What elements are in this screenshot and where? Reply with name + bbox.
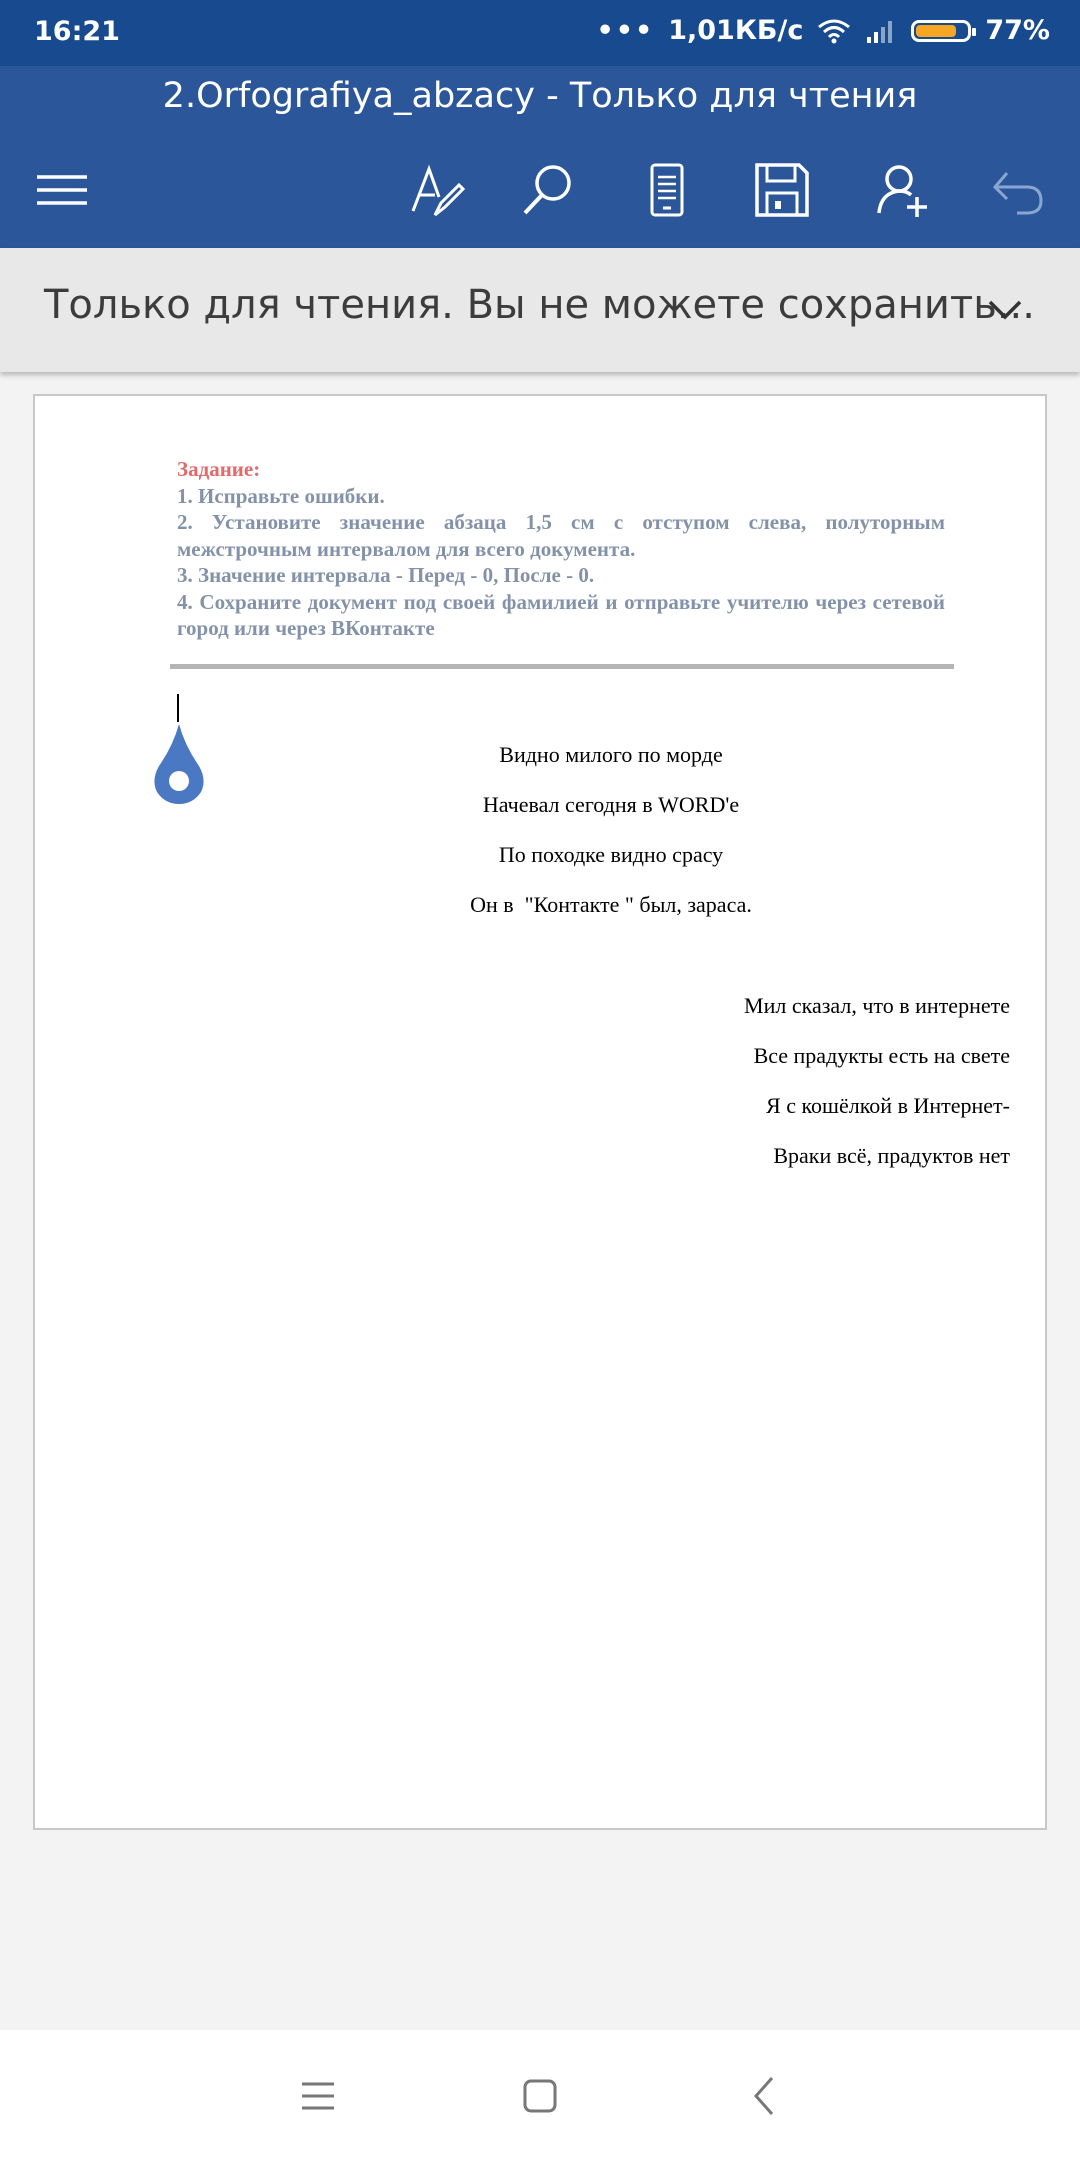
task-item: 3. Значение интервала - Перед - 0, После - 0. — [177, 563, 595, 587]
cursor-handle-icon[interactable] — [151, 722, 207, 806]
status-right — [596, 15, 1050, 46]
task-item: 1. Исправьте ошибки. — [177, 483, 385, 508]
search-button[interactable] — [508, 150, 588, 230]
poem-line: Он в "Контакте " был, зараса. — [470, 892, 752, 917]
status-bar — [0, 0, 1080, 66]
readonly-message: Только для чтения. Вы не можете сохранить... — [44, 282, 1035, 328]
navigation-bar — [0, 2030, 1080, 2160]
search-icon — [517, 159, 579, 221]
battery-icon — [911, 20, 971, 42]
poem-line: Начевал сегодня в WORD'е — [482, 792, 740, 817]
menu-icon — [31, 159, 93, 221]
battery-percent: 77% — [985, 15, 1050, 46]
edit-button[interactable] — [396, 150, 476, 230]
mobile-view-button[interactable] — [627, 150, 707, 230]
poem-line: Мил сказал, что в интернете — [744, 993, 1010, 1018]
chevron-down-icon[interactable] — [980, 284, 1030, 334]
poem-line: Все прадукты есть на свете — [753, 1043, 1010, 1068]
task-item: 2. Установите значение абзаца 1,5 см с отступом слева, полуторным межстрочным интервалом для всего документа. — [177, 510, 945, 561]
readonly-banner[interactable] — [0, 248, 1080, 372]
poem-line: Я с кошёлкой в Интернет- — [766, 1093, 1010, 1118]
undo-button[interactable] — [978, 150, 1058, 230]
poem-line: Видно милого по морде — [499, 742, 723, 767]
network-speed: 1,01КБ/с — [668, 15, 804, 46]
save-button[interactable] — [742, 150, 822, 230]
text-cursor — [177, 694, 179, 722]
task-item: 4. Сохраните документ под своей фамилией и отправьте учителю через сетевой город или через ВКонтакте — [177, 589, 945, 640]
document-page[interactable] — [33, 394, 1047, 1830]
back-icon[interactable] — [736, 2066, 796, 2126]
horizontal-rule — [170, 664, 954, 669]
task-heading: Задание: — [177, 457, 261, 481]
task-block — [177, 456, 945, 642]
recents-menu-icon[interactable] — [288, 2066, 348, 2126]
status-time: 16:21 — [34, 16, 120, 47]
undo-icon — [987, 159, 1049, 221]
share-person-icon — [871, 159, 933, 221]
app-header — [0, 66, 1080, 248]
wifi-icon — [817, 18, 851, 44]
share-button[interactable] — [862, 150, 942, 230]
mobile-view-icon — [636, 159, 698, 221]
save-icon — [751, 159, 813, 221]
poem-line: Враки всё, прадуктов нет — [773, 1143, 1010, 1168]
document-title: 2.Orfografiya_abzacy - Только для чтения — [162, 76, 918, 116]
notification-dots: ••• — [596, 15, 655, 46]
menu-button[interactable] — [22, 150, 102, 230]
home-icon[interactable] — [510, 2066, 570, 2126]
poem-line: По походке видно срасу — [498, 842, 724, 867]
signal-icon — [865, 19, 897, 43]
edit-pen-icon — [405, 159, 467, 221]
